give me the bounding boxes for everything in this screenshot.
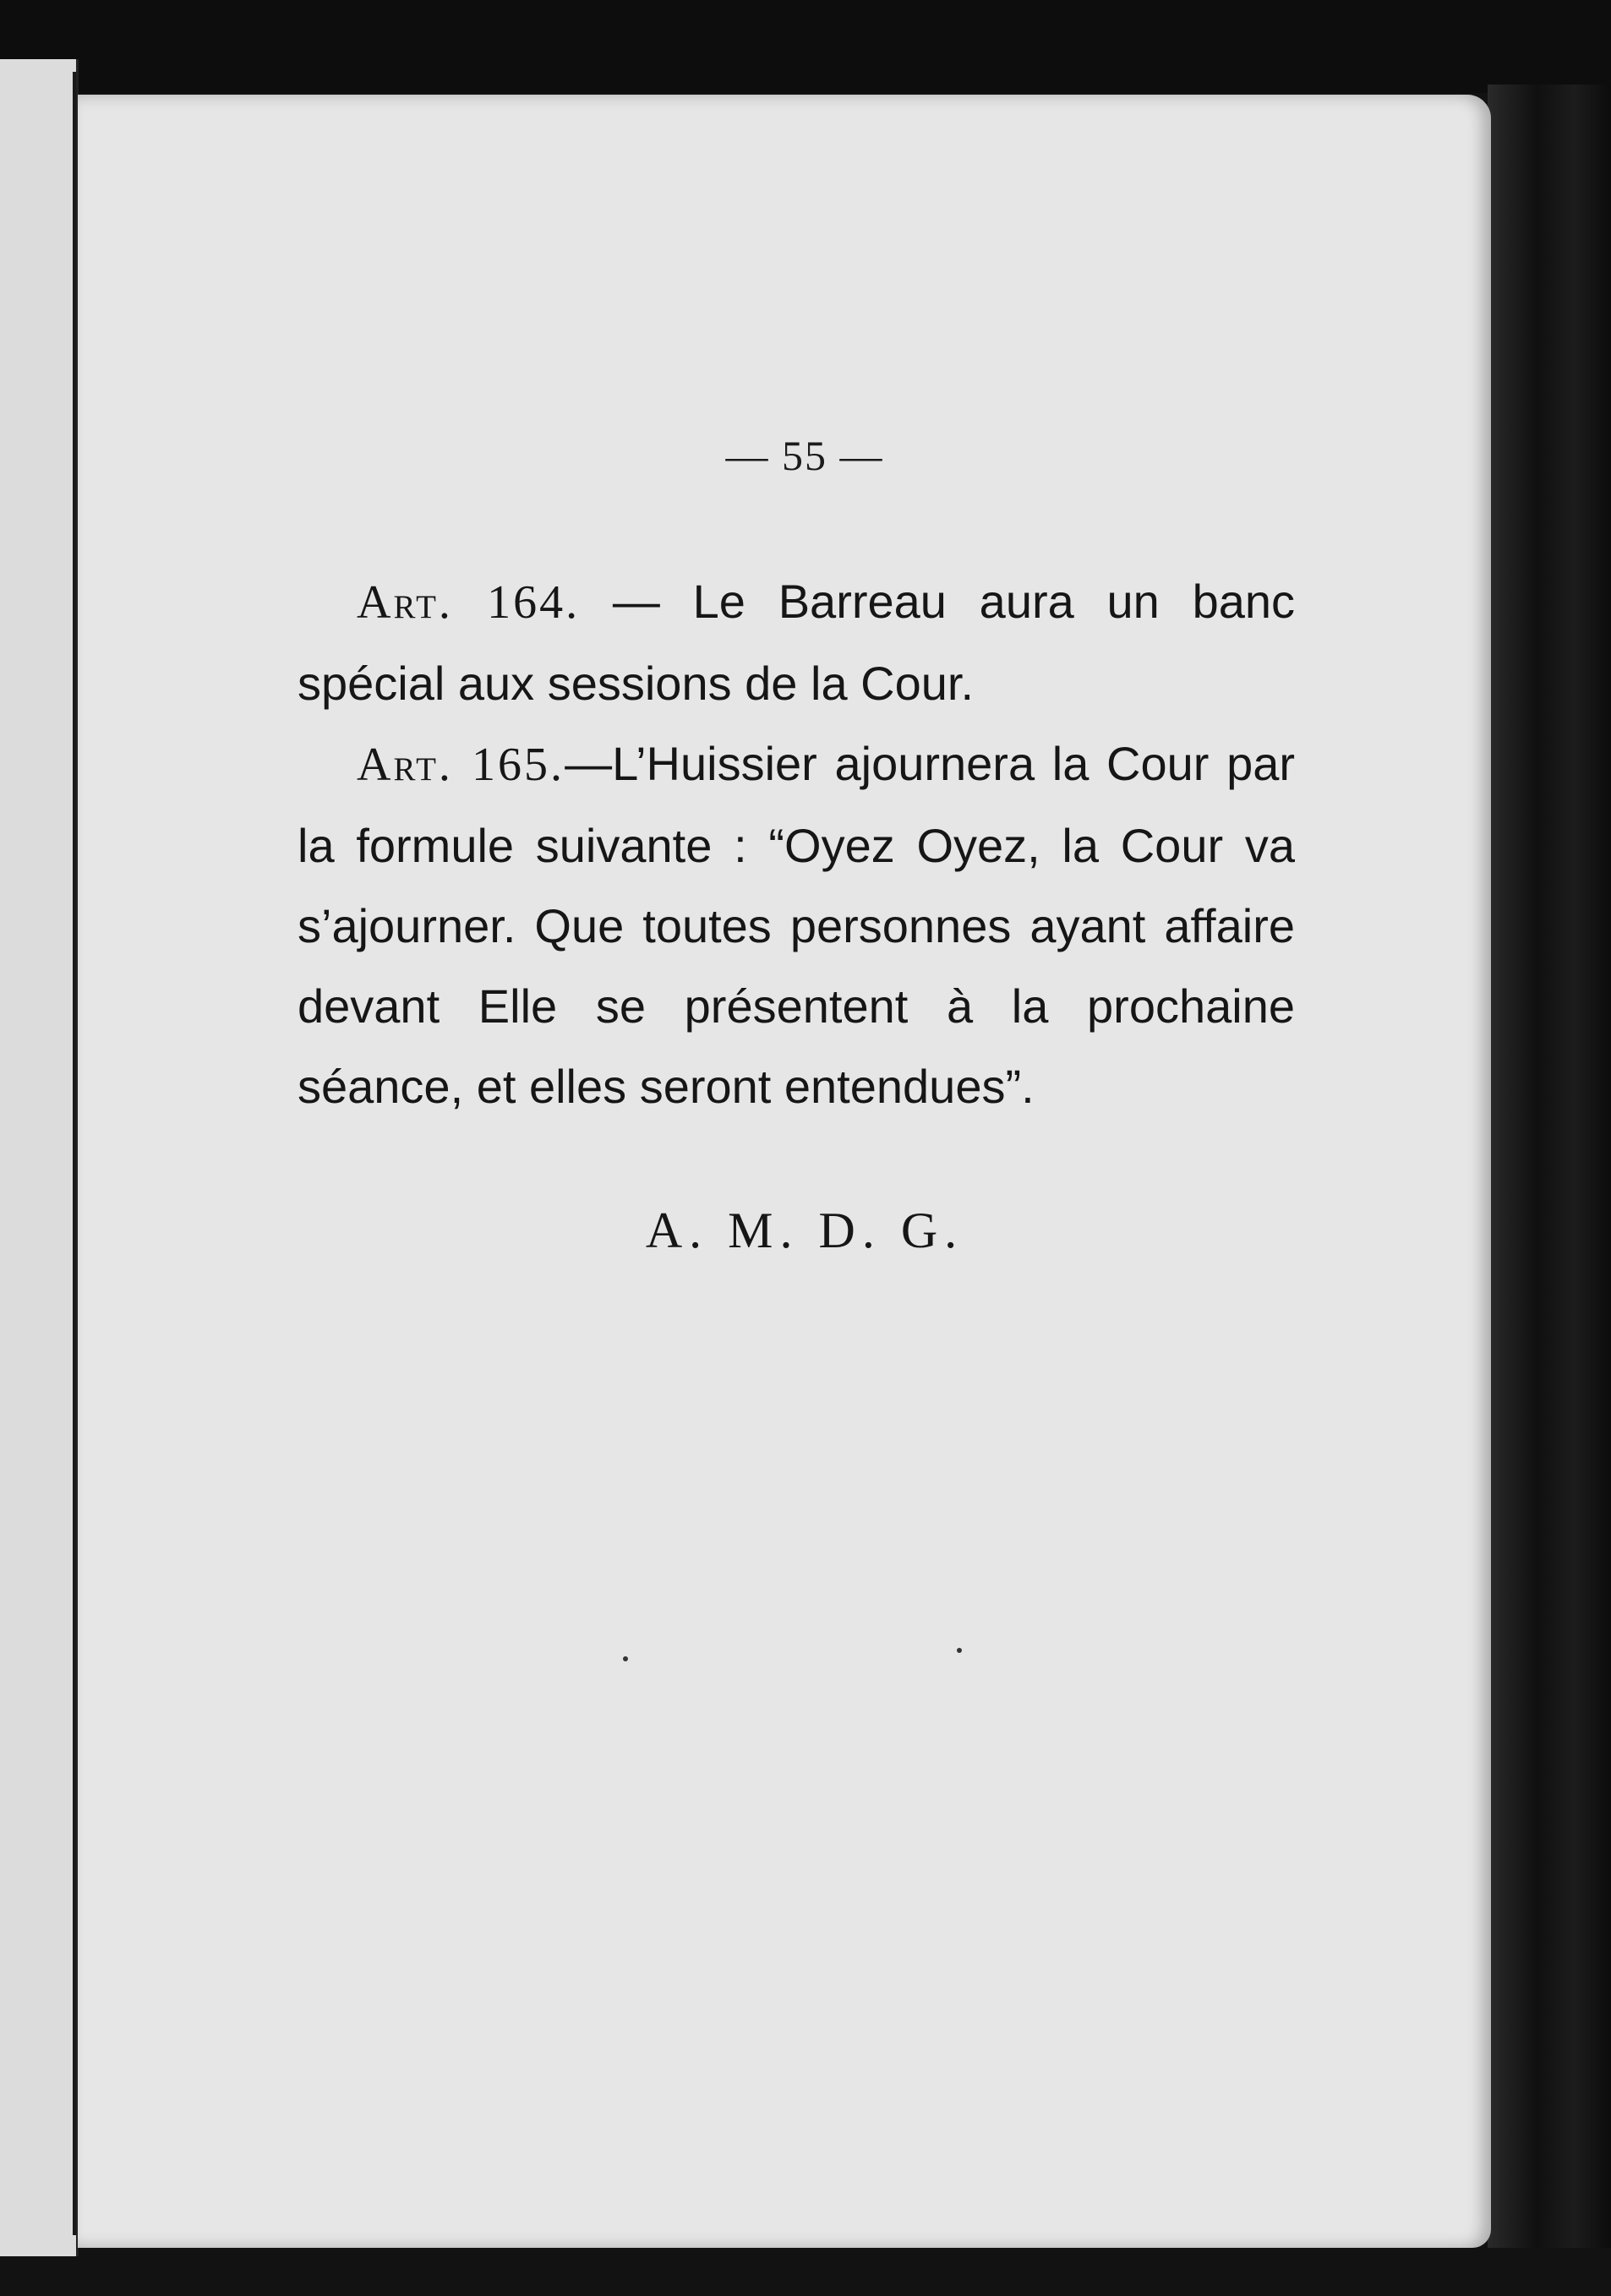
scan-speck	[623, 1656, 628, 1661]
facing-page-edge	[0, 59, 79, 2256]
article-165	[298, 723, 1295, 1126]
article-164-label: Art. 164.	[357, 576, 581, 629]
page-sheet	[78, 95, 1491, 2248]
article-164-text: — Le Barreau aura un banc spécial aux sessions de la Cour.	[298, 575, 1296, 710]
scan-speck	[957, 1648, 962, 1653]
page-fore-edge	[1488, 85, 1611, 2248]
article-165-label: Art. 165.	[357, 739, 565, 791]
book-spine	[73, 72, 76, 2235]
scan-top-edge	[0, 0, 1611, 93]
page-number: — 55 —	[725, 432, 884, 479]
article-165-text: —L’Huissier ajournera la Cour par la formule suivante : “Oyez Oyez, la Cour va s’ajourner. Que toutes personnes ayant affaire devant Elle se présentent à la prochaine séance, et elles seront entendues”.	[298, 737, 1296, 1113]
closing-motto: A. M. D. G.	[645, 1203, 964, 1258]
article-164	[298, 561, 1295, 723]
body-text	[298, 561, 1295, 1126]
